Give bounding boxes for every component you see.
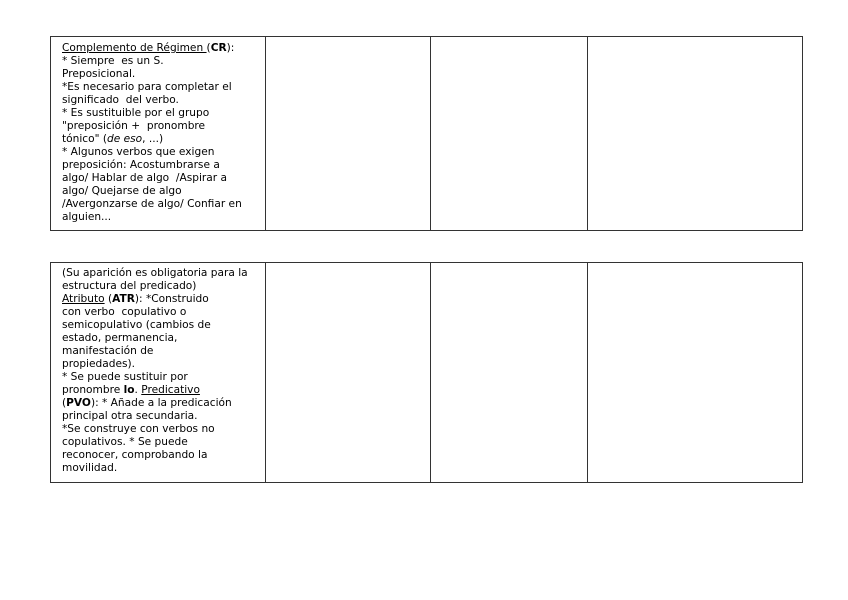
pvo-line: principal otra secundaria. [62, 410, 198, 422]
cr-abbr: CR [210, 42, 227, 54]
cr-close: ): [226, 42, 235, 54]
cr-line: algo/ Hablar de algo /Aspirar a [62, 172, 227, 184]
cr-title: Complemento de Régimen [62, 42, 207, 54]
pvo-line: movilidad. [62, 462, 118, 474]
pron-mid: . [134, 384, 142, 396]
empty-cell [266, 37, 431, 231]
pvo-line: reconocer, comprobando la [62, 449, 208, 461]
cr-line: * Siempre es un S. [62, 55, 164, 67]
cr-tonico-pre: tónico" ( [62, 133, 107, 145]
intro-line: estructura del predicado) [62, 280, 197, 292]
cr-line: Preposicional. [62, 68, 136, 80]
atr-line: estado, permanencia, [62, 332, 178, 344]
atr-rest: ): *Construido [134, 293, 209, 305]
pvo-open: ( [62, 397, 67, 409]
pron-bold: lo [123, 384, 135, 396]
cell-definition-atr-pvo [51, 263, 266, 483]
empty-cell [266, 263, 431, 483]
atr-line: manifestación de [62, 345, 154, 357]
cr-line: significado del verbo. [62, 94, 179, 106]
atr-line: * Se puede sustituir por [62, 371, 188, 383]
pvo-line: *Se construye con verbos no [62, 423, 215, 435]
cr-line: preposición: Acostumbrarse a [62, 159, 220, 171]
atr-abbr: ATR [112, 293, 135, 305]
table-atributo-predicativo [50, 262, 803, 483]
empty-cell [588, 263, 803, 483]
pvo-line: copulativos. * Se puede [62, 436, 188, 448]
cr-line: * Es sustituible por el grupo [62, 107, 210, 119]
empty-cell [431, 263, 588, 483]
cr-tonico-post: , ...) [142, 133, 164, 145]
pvo-rest: ): * Añade a la predicación [90, 397, 232, 409]
cr-line: algo/ Quejarse de algo [62, 185, 182, 197]
atr-open: ( [104, 293, 113, 305]
cr-tonico-ital: de eso [106, 133, 143, 145]
intro-line: (Su aparición es obligatoria para la [62, 267, 248, 279]
atr-label: Atributo [62, 293, 105, 305]
pvo-label: Predicativo [141, 384, 200, 396]
atr-line: propiedades). [62, 358, 135, 370]
cr-line: alguien... [62, 211, 112, 223]
atr-line: semicopulativo (cambios de [62, 319, 211, 331]
empty-cell [588, 37, 803, 231]
cr-line: "preposición + pronombre [62, 120, 206, 132]
cr-line: /Avergonzarse de algo/ Confiar en [62, 198, 242, 210]
cr-line: *Es necesario para completar el [62, 81, 232, 93]
atr-line: con verbo copulativo o [62, 306, 187, 318]
cr-paren: ( [206, 42, 211, 54]
empty-cell [431, 37, 588, 231]
cell-definition-cr [51, 37, 266, 231]
cr-line: * Algunos verbos que exigen [62, 146, 215, 158]
table-complemento-regimen [50, 36, 803, 231]
pron-pre: pronombre [62, 384, 124, 396]
pvo-abbr: PVO [66, 397, 91, 409]
